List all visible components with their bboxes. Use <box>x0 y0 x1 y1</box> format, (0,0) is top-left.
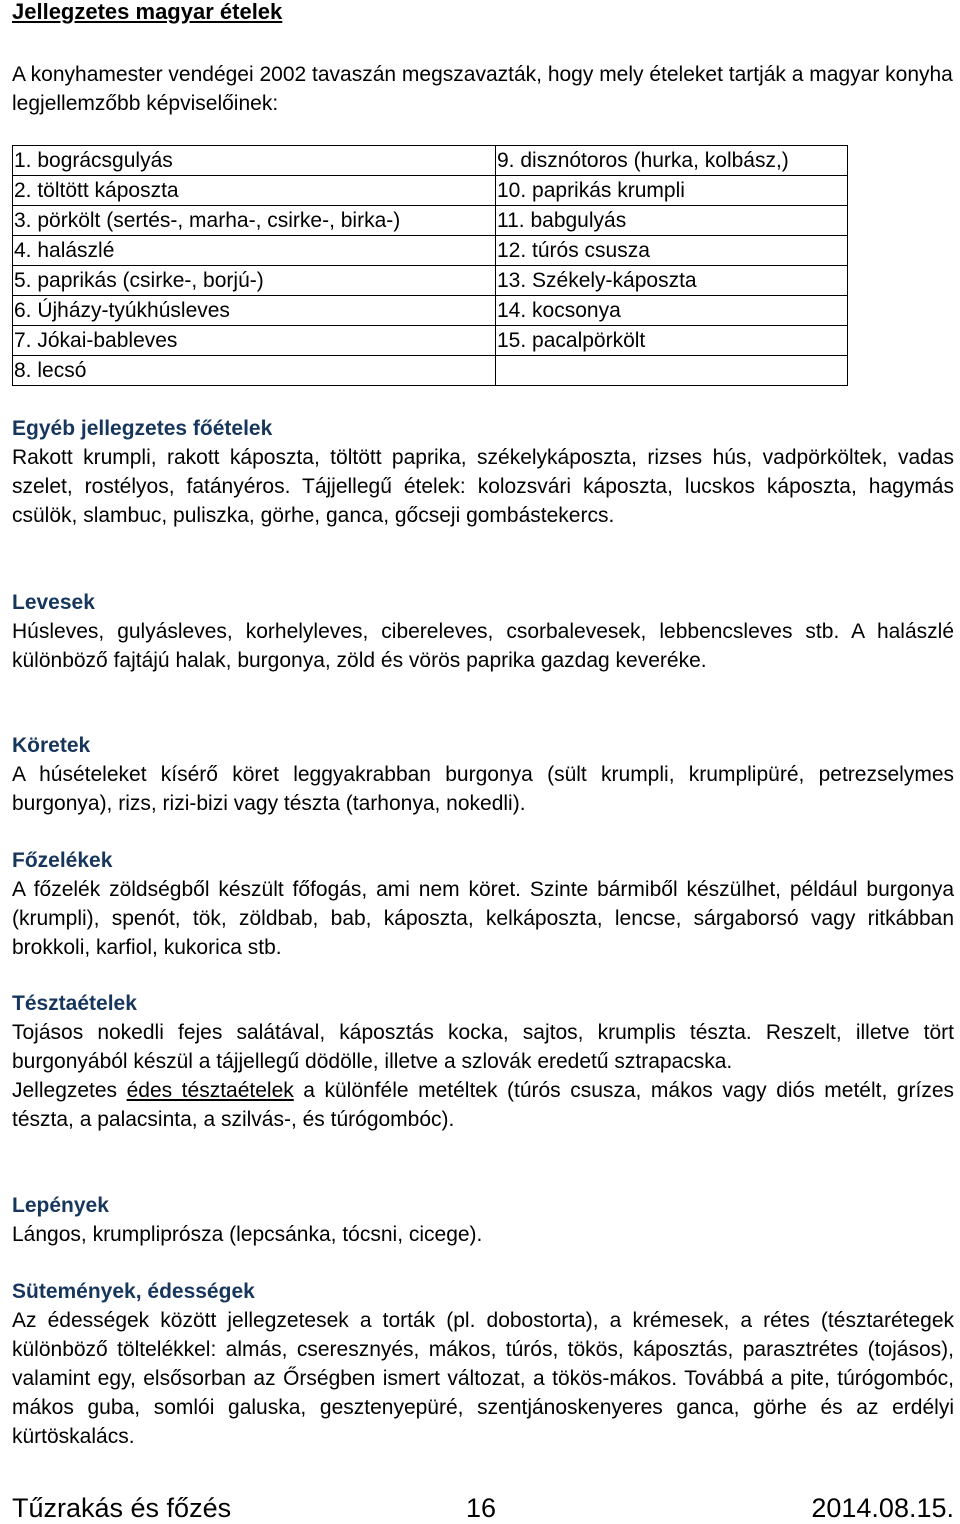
table-cell <box>496 356 848 386</box>
section-heading: Köretek <box>12 734 91 757</box>
table-cell: 14. kocsonya <box>496 296 848 326</box>
section-heading: Tésztaételek <box>12 992 137 1015</box>
section-body: A húsételeket kísérő köret leggyakrabban burgonya (sült krumpli, krumplipüré, petrezselymes burgonya), rizs, rizi-bizi vagy tészta (tarhonya, nokedli). <box>12 763 954 815</box>
table-cell: 7. Jókai-bableves <box>13 326 496 356</box>
footer-date: 2014.08.15. <box>811 1493 954 1523</box>
table-cell: 4. halászlé <box>13 236 496 266</box>
intro-paragraph: A konyhamester vendégei 2002 tavaszán megszavazták, hogy mely ételeket tartják a magyar konyha legjellemzőbb képviselőinek: <box>12 63 953 115</box>
table-cell: 10. paprikás krumpli <box>496 176 848 206</box>
text-run: a különféle metéltek (túrós csusza, mákos vagy diós metélt, grízes tészta, a palacsinta, a szilvás-, és túrógombóc). <box>12 1079 955 1131</box>
table-cell: 9. disznótoros (hurka, kolbász,) <box>496 146 848 176</box>
table-row <box>13 236 848 266</box>
section-heading: Lepények <box>12 1194 109 1217</box>
section-sutemenyek <box>12 1277 954 1451</box>
table-cell: 11. babgulyás <box>496 206 848 236</box>
section-body: Rakott krumpli, rakott káposzta, töltött paprika, székelykáposzta, rizses hús, vadpörköltek, vadas szelet, rostélyos, fatányéros. Tájjellegű ételek: kolozsvári káposzta, lucskos káposzta, hagymás csülök, slambuc, puliszka, görhe, ganca, gőcseji gombástekercs. <box>12 446 954 527</box>
table-row <box>13 326 848 356</box>
table-row <box>13 296 848 326</box>
section-body-sweet-pastas <box>12 1076 954 1134</box>
table-row <box>13 146 848 176</box>
underlined-term: édes tésztaételek <box>126 1079 294 1102</box>
section-levesek <box>12 588 954 675</box>
table-cell: 8. lecsó <box>13 356 496 386</box>
table-row <box>13 356 848 386</box>
section-koretek <box>12 731 954 818</box>
table-cell: 13. Székely-káposzta <box>496 266 848 296</box>
section-body: Lángos, krumpliprósza (lepcsánka, tócsni, cicege). <box>12 1223 483 1246</box>
section-foetelek <box>12 414 954 530</box>
section-body: A főzelék zöldségből készült főfogás, ami nem köret. Szinte bármiből készülhet, például burgonya (krumpli), spenót, tök, zöldbab, bab, káposzta, kelkáposzta, lencse, sárgaborsó vagy ritkábban brokkoli, karfiol, kukorica stb. <box>12 878 954 959</box>
section-heading: Főzelékek <box>12 849 113 872</box>
page-footer <box>12 1492 954 1524</box>
text-run: Jellegzetes <box>12 1079 127 1102</box>
section-body: Tojásos nokedli fejes salátával, káposztás kocka, sajtos, krumplis tészta. Reszelt, illetve tört burgonyából készül a tájjellegű dödölle, illetve a szlovák eredetű sztrapacska. <box>12 1021 954 1073</box>
dish-table <box>12 145 848 386</box>
section-lepenyek <box>12 1191 954 1249</box>
table-cell: 15. pacalpörkölt <box>496 326 848 356</box>
table-row <box>13 176 848 206</box>
footer-page-number: 16 <box>466 1493 497 1523</box>
section-tesztaetelek <box>12 989 954 1134</box>
page-title: Jellegzetes magyar ételek <box>12 0 283 24</box>
table-cell: 2. töltött káposzta <box>13 176 496 206</box>
footer-title: Tűzrakás és főzés <box>12 1493 232 1523</box>
table-row <box>13 266 848 296</box>
section-heading: Egyéb jellegzetes főételek <box>12 417 273 440</box>
table-cell: 12. túrós csusza <box>496 236 848 266</box>
section-body: Az édességek között jellegzetesek a torták (pl. dobostorta), a krémesek, a rétes (tésztarétegek különböző töltelékkel: almás, cseresznyés, mákos, túrós, tökös, káposztás, parasztrétes (tojásos), valamint egy, elsősorban az Őrségben ismert változat, a tökös-mákos. Továbbá a pite, túrógombóc, mákos guba, somlói galuska, gesztenyepüré, szentjánoskenyeres ganca, görhe és az erdélyi kürtöskalács. <box>12 1309 954 1448</box>
table-cell: 5. paprikás (csirke-, borjú-) <box>13 266 496 296</box>
section-fozelekek <box>12 846 954 962</box>
section-heading: Sütemények, édességek <box>12 1280 255 1303</box>
section-body: Húsleves, gulyásleves, korhelyleves, cibereleves, csorbalevesek, lebbencsleves stb. A halászlé különböző fajtájú halak, burgonya, zöld és vörös paprika gazdag keveréke. <box>12 620 954 672</box>
table-cell: 6. Újházy-tyúkhúsleves <box>13 296 496 326</box>
table-cell: 1. bográcsgulyás <box>13 146 496 176</box>
table-cell: 3. pörkölt (sertés-, marha-, csirke-, birka-) <box>13 206 496 236</box>
section-heading: Levesek <box>12 591 95 614</box>
table-row <box>13 206 848 236</box>
